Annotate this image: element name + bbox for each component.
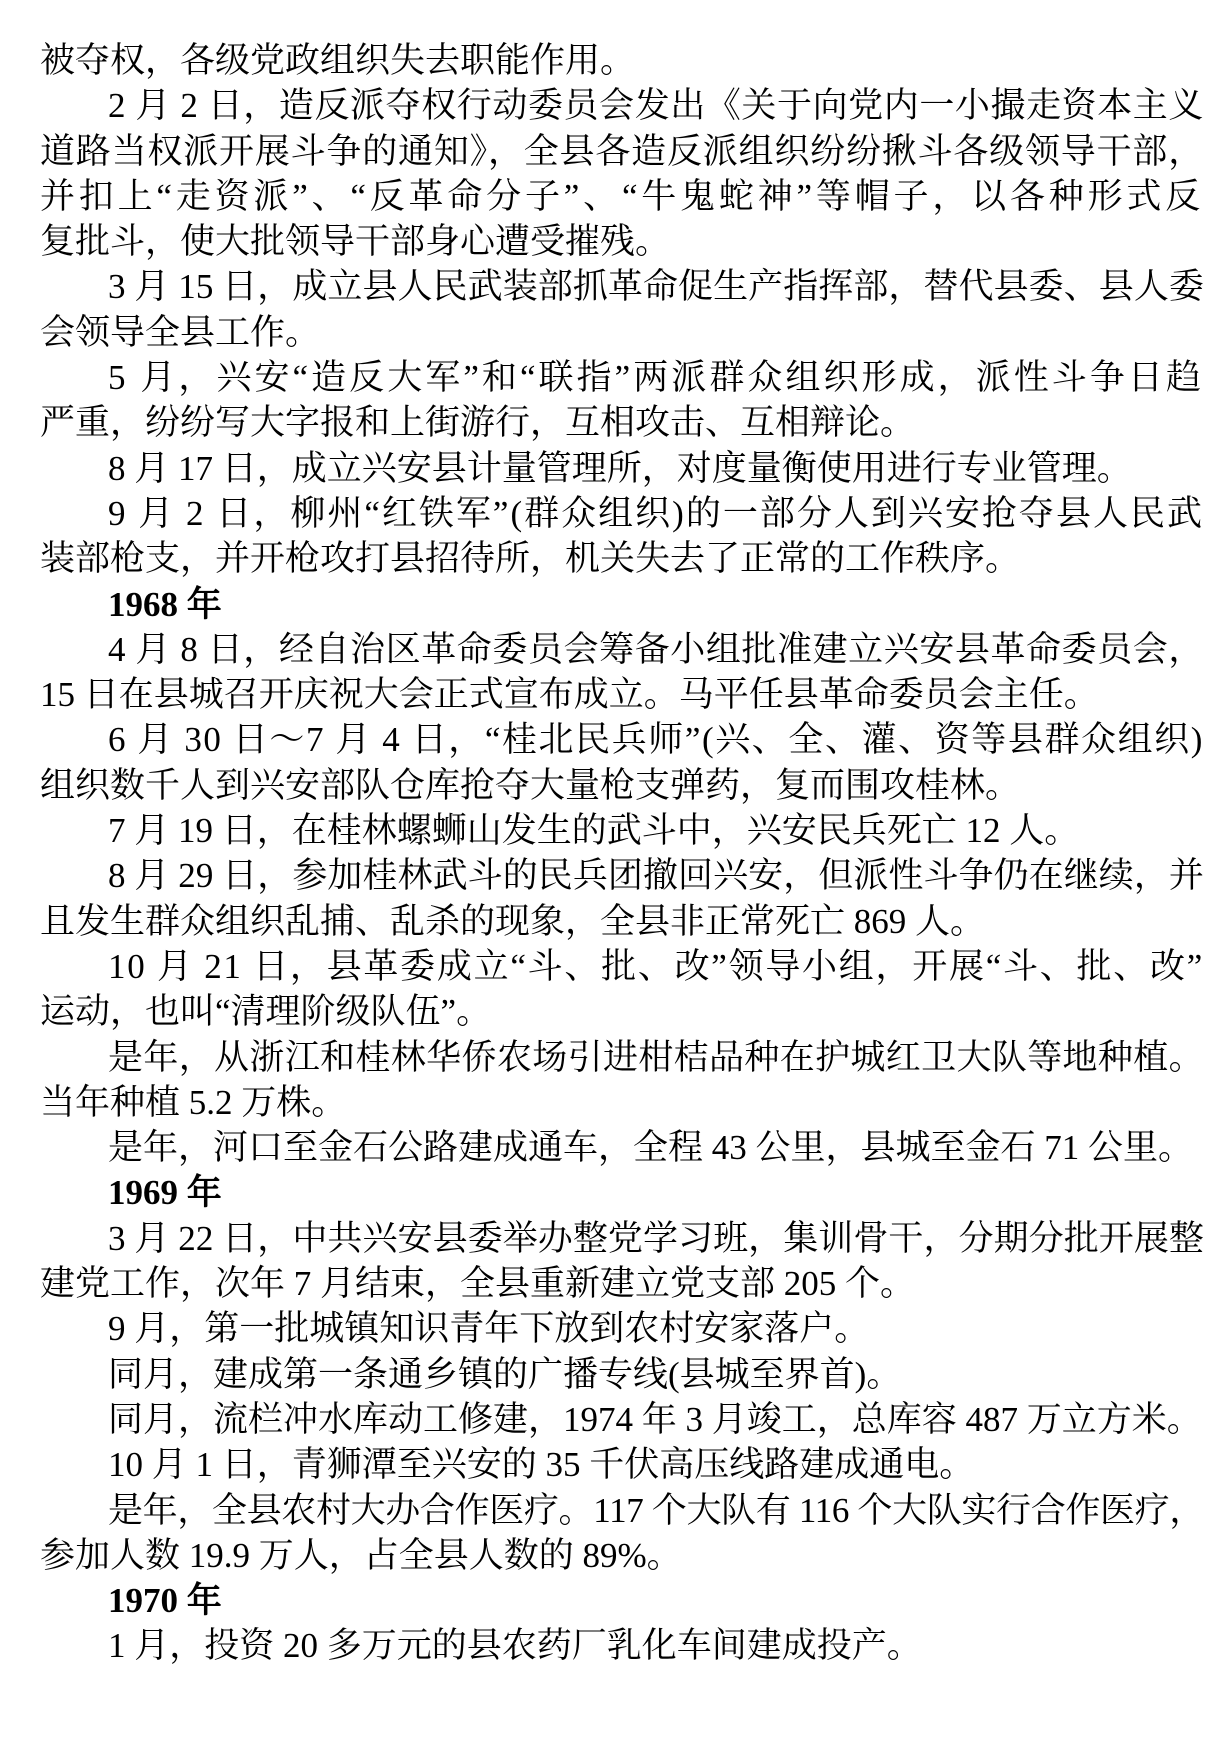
text-line: 2 月 2 日，造反派夺权行动委员会发出《关于向党内一小撮走资本主义 bbox=[108, 86, 1204, 126]
text-line: 当年种植 5.2 万株。 bbox=[40, 1082, 347, 1122]
text-line: 3 月 22 日，中共兴安县委举办整党学习班，集训骨干，分期分批开展整 bbox=[108, 1218, 1204, 1258]
paragraph bbox=[40, 627, 1204, 718]
text-line: 是年，从浙江和桂林华侨农场引进柑桔品种在护城红卫大队等地种植。 bbox=[108, 1037, 1204, 1077]
text-line: 4 月 8 日，经自治区革命委员会筹备小组批准建立兴安县革命委员会， bbox=[108, 629, 1204, 669]
paragraph bbox=[40, 717, 1204, 808]
text-line: 8 月 17 日，成立兴安县计量管理所，对度量衡使用进行专业管理。 bbox=[108, 448, 1132, 488]
year-heading bbox=[40, 1170, 1204, 1215]
text-line: 同月，建成第一条通乡镇的广播专线(县城至界首)。 bbox=[108, 1354, 902, 1394]
document-page bbox=[40, 38, 1204, 1669]
paragraph bbox=[40, 1216, 1204, 1307]
text-line-wrapper bbox=[40, 1170, 1204, 1215]
text-line-wrapper bbox=[40, 38, 1204, 83]
text-line: 10 月 21 日，县革委成立“斗、批、改”领导小组，开展“斗、批、改” bbox=[108, 946, 1204, 986]
paragraph bbox=[40, 1352, 1204, 1397]
paragraph bbox=[40, 808, 1204, 853]
text-line-wrapper bbox=[40, 944, 1204, 989]
paragraph bbox=[40, 1488, 1204, 1579]
paragraph bbox=[40, 491, 1204, 582]
text-line: 参加人数 19.9 万人，占全县人数的 89%。 bbox=[40, 1535, 682, 1575]
text-line-wrapper bbox=[40, 1578, 1204, 1623]
text-line-wrapper bbox=[40, 899, 1204, 944]
text-line-wrapper bbox=[40, 83, 1204, 128]
text-line-wrapper bbox=[40, 219, 1204, 264]
text-line-wrapper bbox=[40, 446, 1204, 491]
text-line-wrapper bbox=[40, 129, 1204, 174]
text-line: 7 月 19 日，在桂林螺蛳山发生的武斗中，兴安民兵死亡 12 人。 bbox=[108, 811, 1080, 851]
year-heading bbox=[40, 1578, 1204, 1623]
paragraph bbox=[40, 264, 1204, 355]
text-line-wrapper bbox=[40, 1125, 1204, 1170]
text-line-wrapper bbox=[40, 808, 1204, 853]
text-line-wrapper bbox=[40, 1035, 1204, 1080]
heading-text: 1970 年 bbox=[108, 1581, 222, 1621]
text-line: 且发生群众组织乱捕、乱杀的现象，全县非正常死亡 869 人。 bbox=[40, 901, 986, 941]
text-line-wrapper bbox=[40, 264, 1204, 309]
text-line-wrapper bbox=[40, 491, 1204, 536]
text-line: 建党工作，次年 7 月结束，全县重新建立党支部 205 个。 bbox=[40, 1264, 916, 1304]
text-line: 组织数千人到兴安部队仓库抢夺大量枪支弹药，复而围攻桂林。 bbox=[40, 765, 1021, 805]
text-line-wrapper bbox=[40, 1488, 1204, 1533]
paragraph bbox=[40, 355, 1204, 446]
text-line-wrapper bbox=[40, 310, 1204, 355]
text-line: 是年，全县农村大办合作医疗。117 个大队有 116 个大队实行合作医疗， bbox=[108, 1490, 1205, 1530]
paragraph bbox=[40, 1397, 1204, 1442]
text-line: 并扣上“走资派”、“反革命分子”、“牛鬼蛇神”等帽子，以各种形式反 bbox=[40, 176, 1205, 216]
heading-text: 1969 年 bbox=[108, 1173, 222, 1213]
text-line: 严重，纷纷写大字报和上街游行，互相攻击、互相辩论。 bbox=[40, 403, 916, 443]
text-line: 9 月，第一批城镇知识青年下放到农村安家落户。 bbox=[108, 1309, 870, 1349]
paragraph bbox=[40, 83, 1204, 264]
text-line: 复批斗，使大批领导干部身心遭受摧残。 bbox=[40, 222, 671, 262]
text-line-wrapper bbox=[40, 1080, 1204, 1125]
text-line-wrapper bbox=[40, 1397, 1204, 1442]
text-line: 同月，流栏冲水库动工修建，1974 年 3 月竣工，总库容 487 万立方米。 bbox=[108, 1399, 1202, 1439]
text-line: 10 月 1 日，青狮潭至兴安的 35 千伏高压线路建成通电。 bbox=[108, 1445, 975, 1485]
text-line-wrapper bbox=[40, 1442, 1204, 1487]
text-line-wrapper bbox=[40, 400, 1204, 445]
text-line: 道路当权派开展斗争的通知》，全县各造反派组织纷纷揪斗各级领导干部， bbox=[40, 131, 1205, 171]
text-line-wrapper bbox=[40, 1216, 1204, 1261]
paragraph bbox=[40, 1306, 1204, 1351]
paragraph bbox=[40, 446, 1204, 491]
text-line: 5 月，兴安“造反大军”和“联指”两派群众组织形成，派性斗争日趋 bbox=[108, 358, 1204, 398]
text-line-wrapper bbox=[40, 989, 1204, 1034]
text-line-wrapper bbox=[40, 1623, 1204, 1668]
paragraph bbox=[40, 38, 1204, 83]
text-line: 1 月，投资 20 多万元的县农药厂乳化车间建成投产。 bbox=[108, 1626, 922, 1666]
text-line-wrapper bbox=[40, 536, 1204, 581]
text-line-wrapper bbox=[40, 763, 1204, 808]
text-line: 装部枪支，并开枪攻打县招待所，机关失去了正常的工作秩序。 bbox=[40, 539, 1021, 579]
text-line-wrapper bbox=[40, 853, 1204, 898]
paragraph bbox=[40, 1035, 1204, 1126]
text-line-wrapper bbox=[40, 1352, 1204, 1397]
text-line: 3 月 15 日，成立县人民武装部抓革命促生产指挥部，替代县委、县人委 bbox=[108, 267, 1204, 307]
paragraph bbox=[40, 1442, 1204, 1487]
text-line: 15 日在县城召开庆祝大会正式宣布成立。马平任县革命委员会主任。 bbox=[40, 675, 1099, 715]
heading-text: 1968 年 bbox=[108, 584, 222, 624]
text-line: 8 月 29 日，参加桂林武斗的民兵团撤回兴安，但派性斗争仍在继续，并 bbox=[108, 856, 1204, 896]
paragraph bbox=[40, 1623, 1204, 1668]
text-line-wrapper bbox=[40, 627, 1204, 672]
year-heading bbox=[40, 582, 1204, 627]
text-line-wrapper bbox=[40, 717, 1204, 762]
paragraph bbox=[40, 1125, 1204, 1170]
text-line-wrapper bbox=[40, 672, 1204, 717]
text-line-wrapper bbox=[40, 174, 1204, 219]
text-line-wrapper bbox=[40, 1533, 1204, 1578]
text-line: 被夺权，各级党政组织失去职能作用。 bbox=[40, 41, 636, 80]
text-line-wrapper bbox=[40, 582, 1204, 627]
text-line: 会领导全县工作。 bbox=[40, 312, 321, 352]
text-line-wrapper bbox=[40, 1261, 1204, 1306]
text-line: 9 月 2 日，柳州“红铁军”(群众组织)的一部分人到兴安抢夺县人民武 bbox=[108, 493, 1204, 533]
text-line-wrapper bbox=[40, 355, 1204, 400]
text-line: 6 月 30 日～7 月 4 日，“桂北民兵师”(兴、全、灌、资等县群众组织) bbox=[108, 720, 1205, 760]
paragraph bbox=[40, 853, 1204, 944]
paragraph bbox=[40, 944, 1204, 1035]
text-line: 是年，河口至金石公路建成通车，全程 43 公里，县城至金石 71 公里。 bbox=[108, 1128, 1194, 1168]
text-line-wrapper bbox=[40, 1306, 1204, 1351]
text-line: 运动，也叫“清理阶级队伍”。 bbox=[40, 992, 492, 1032]
